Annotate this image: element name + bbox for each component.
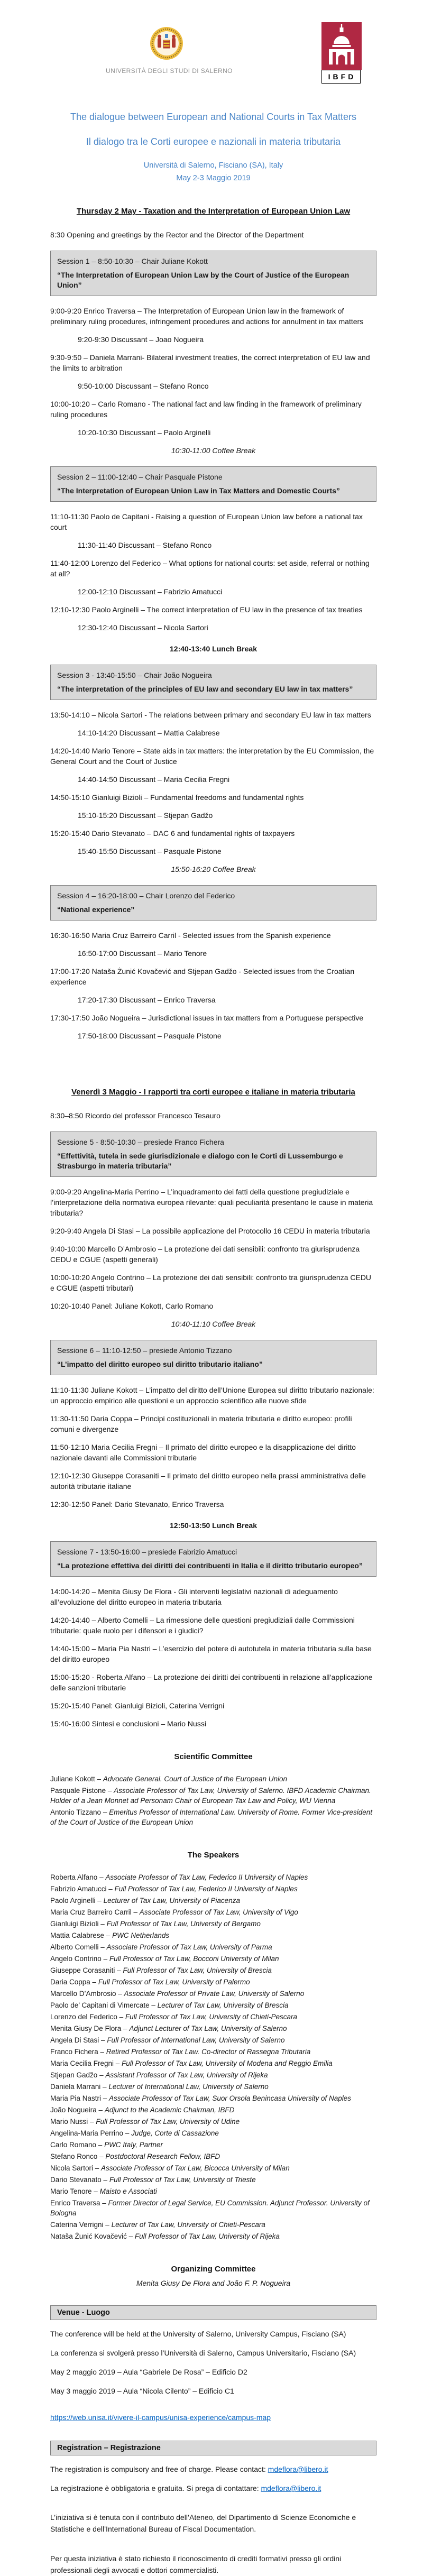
member-role: Lecturer of International Law, University of Salerno (108, 2083, 269, 2091)
member-row (50, 1954, 376, 1964)
registration-notes (50, 2511, 376, 2576)
member-name: Angelina-Maria Perrino – (50, 2129, 132, 2137)
schedule-item-talk: 11:10-11:30 Paolo de Capitani - Raising a question of European Union law before a national tax court (50, 512, 363, 531)
member-row (50, 2023, 376, 2034)
unisa-logo (106, 26, 233, 75)
member-role: Maisto e Associati (99, 2187, 157, 2195)
schedule-item-coffee: 15:50-16:20 Coffee Break (171, 865, 256, 873)
schedule-item-talk: 14:40-15:00 – Maria Pia Nastri – L’esercizio del potere di autotutela in materia tributaria sulla base del diritto europeo (50, 1644, 372, 1663)
member-name: Paolo Arginelli – (50, 1897, 104, 1905)
schedule-item-talk: 15:20-15:40 Dario Stevanato – DAC 6 and fundamental rights of taxpayers (50, 829, 295, 838)
organizing-committee-members: Menita Giusy De Flora and João F. P. Nogueira (136, 2279, 291, 2287)
session-quote: “The interpretation of the principles of EU law and secondary EU law in tax matters” (57, 685, 353, 693)
session-box (50, 1340, 376, 1375)
member-row (50, 1807, 376, 1827)
member-row (50, 2163, 376, 2173)
schedule-item-talk: 11:50-12:10 Maria Cecilia Fregni – Il primato del diritto europeo e la disapplicazione del diritto nazionale davanti alle Commissioni tributarie (50, 1443, 356, 1462)
ibfd-building-icon (321, 22, 362, 70)
day2-schedule (50, 1110, 376, 1729)
schedule-item-discussant: 9:50-10:00 Discussant – Stefano Ronco (78, 382, 209, 390)
ibfd-wordmark: IBFD (321, 70, 361, 84)
session-title: Sessione 6 – 11:10-12:50 – presiede Antonio Tizzano (57, 1346, 232, 1355)
member-role: Associate Professor of Tax Law, Bicocca University of Milan (101, 2164, 290, 2172)
session-quote: “La protezione effettiva dei diritti dei contribuenti in Italia e il diritto tributario europeo” (57, 1561, 363, 1570)
session-quote: “The Interpretation of European Union Law in Tax Matters and Domestic Courts” (57, 486, 340, 495)
member-role: Lecturer of Tax Law, University of Brescia (157, 2001, 289, 2009)
schedule-item-discussant: 15:40-15:50 Discussant – Pasquale Pistone (78, 847, 222, 855)
member-role: Associate Professor of Tax Law, University of Parma (106, 1943, 272, 1951)
schedule-item-discussant: 17:50-18:00 Discussant – Pasquale Pistone (78, 1032, 222, 1040)
venue-info-line: May 3 maggio 2019 – Aula “Nicola Cilento” – Edificio C1 (50, 2387, 234, 2395)
member-name: Caterina Verrigni – (50, 2221, 112, 2229)
scientific-committee-list (50, 1774, 376, 1827)
schedule-item-discussant: 14:40-14:50 Discussant – Maria Cecilia Fregni (78, 775, 230, 784)
member-role: Full Professor of Tax Law, Bocconi University of Milan (109, 1955, 279, 1963)
venue-info-line: May 2 maggio 2019 – Aula “Gabriele De Rosa” – Edificio D2 (50, 2368, 247, 2376)
member-role: Advocate General. Court of Justice of the European Union (103, 1775, 288, 1783)
member-name: João Nogueira – (50, 2106, 105, 2114)
member-name: Nataša Żunić Kovačević – (50, 2232, 135, 2240)
schedule-item-talk: 16:30-16:50 Maria Cruz Barreiro Carril - Selected issues from the Spanish experience (50, 931, 331, 940)
member-row (50, 2000, 376, 2010)
schedule-item-talk: 9:00-9:20 Enrico Traversa – The Interpretation of European Union law in the framework of preliminary ruling procedures, infringement procedures and actions for annulment in tax matters (50, 307, 364, 326)
member-row (50, 2231, 376, 2241)
schedule-item-talk: 14:20-14:40 – Alberto Comelli – La rimessione delle questioni pregiudiziali dalle Commissioni tributarie: quale ruolo per i difensori e i giudici? (50, 1616, 355, 1635)
schedule-item-discussant: 11:30-11:40 Discussant – Stefano Ronco (78, 541, 212, 549)
ibfd-logo (321, 22, 362, 84)
session-box (50, 885, 376, 921)
session-quote: “National experience” (57, 905, 135, 914)
member-name: Stjepan Gadžo – (50, 2071, 106, 2079)
speakers-list (50, 1872, 376, 2241)
schedule-item-open: 8:30 Opening and greetings by the Rector and the Director of the Department (50, 231, 304, 239)
member-name: Mario Tenore – (50, 2187, 100, 2195)
schedule-item-talk: 11:30-11:50 Daria Coppa – Principi costituzionali in materia tributaria e diritto europeo: profili comuni e divergenze (50, 1414, 352, 1433)
campus-map-link[interactable]: https://web.unisa.it/vivere-il-campus/unisa-experience/campus-map (50, 2413, 271, 2422)
speakers-heading: The Speakers (187, 1851, 240, 1860)
schedule-item-discussant: 16:50-17:00 Discussant – Mario Tenore (78, 949, 207, 958)
schedule-item-talk: 15:40-16:00 Sintesi e conclusioni – Mario Nussi (50, 1719, 206, 1728)
member-name: Angelo Contrino – (50, 1955, 109, 1963)
day1-schedule (50, 229, 376, 1041)
member-row (50, 1919, 376, 1929)
member-row (50, 1872, 376, 1882)
member-role: Full Professor of Tax Law, University of Modena and Reggio Emilia (122, 2059, 333, 2067)
member-row (50, 2070, 376, 2080)
schedule-item-lunch: 12:40-13:40 Lunch Break (170, 645, 257, 653)
member-row (50, 1965, 376, 1975)
schedule-item-talk: 10:00-10:20 – Carlo Romano - The national fact and law finding in the framework of preliminary ruling procedures (50, 400, 362, 419)
member-row (50, 2012, 376, 2022)
member-role: Full Professor of Tax Law, University of Brescia (123, 1966, 272, 1974)
member-role: Full Professor of Tax Law, University of Palermo (98, 1978, 250, 1986)
schedule-item-open: 8:30–8:50 Ricordo del professor Francesco Tesauro (50, 1111, 220, 1120)
member-row (50, 2082, 376, 2092)
header-logos (50, 22, 376, 94)
member-role: Associate Professor of Tax Law, Federico II University of Naples (105, 1873, 308, 1881)
session-title: Sessione 5 - 8:50-10:30 – presiede Franco Fichera (57, 1138, 224, 1146)
member-name: Stefano Ronco – (50, 2152, 106, 2160)
member-name: Giuseppe Corasaniti – (50, 1966, 123, 1974)
member-role: Retired Professor of Tax Law. Co-director of Rassegna Tributaria (106, 2048, 311, 2056)
schedule-item-discussant: 14:10-14:20 Discussant – Mattia Calabrese (78, 729, 220, 737)
session-quote: “L’impatto del diritto europeo sul diritto tributario italiano” (57, 1360, 263, 1368)
registration-contact-lines (50, 2464, 376, 2494)
member-role: Judge, Corte di Cassazione (131, 2129, 219, 2137)
schedule-item-talk: 17:30-17:50 João Nogueira – Jurisdictional issues in tax matters from a Portuguese perspective (50, 1014, 364, 1022)
registration-email-link[interactable]: mdeflora@libero.it (268, 2465, 328, 2473)
member-role: Full Professor of Tax Law, University of Trieste (109, 2176, 256, 2184)
member-role: PWC Netherlands (112, 1931, 170, 1939)
member-row (50, 1786, 376, 1806)
schedule-item-discussant: 9:20-9:30 Discussant – Joao Nogueira (78, 335, 204, 344)
venue-header-bar: Venue - Luogo (50, 2305, 376, 2320)
registration-note: L’iniziativa si è tenuta con il contributo dell’Ateneo, del Dipartimento di Scienze Economiche e Statistiche e dell’International Bureau of Fiscal Documentation. (50, 2513, 356, 2533)
schedule-item-talk: 9:40-10:00 Marcello D’Ambrosio – La protezione dei dati sensibili: confronto tra giurisprudenza CEDU e CGUE (aspetti generali) (50, 1245, 360, 1264)
member-row (50, 1884, 376, 1894)
member-name: Maria Cecilia Fregni – (50, 2059, 122, 2067)
member-name: Enrico Traversa – (50, 2199, 108, 2207)
member-row (50, 2140, 376, 2150)
member-name: Maria Cruz Barreiro Carril – (50, 1908, 140, 1916)
member-row (50, 1774, 376, 1784)
conference-title-it: Il dialogo tra le Corti europee e nazionali in materia tributaria (86, 136, 341, 147)
member-role: Adjunct Lecturer of Tax Law, University of Salerno (129, 2025, 287, 2032)
registration-contact-line: The registration is compulsory and free of charge. Please contact: mdeflora@libero.it (50, 2465, 328, 2473)
session-quote: “The Interpretation of European Union Law by the Court of Justice of the European Union” (57, 271, 350, 289)
schedule-item-talk: 13:50-14:10 – Nicola Sartori - The relations between primary and secondary EU law in tax matters (50, 711, 371, 719)
member-name: Pasquale Pistone – (50, 1787, 114, 1795)
session-quote: “Effettività, tutela in sede giurisdizionale e dialogo con le Corti di Lussemburgo e Strasburgo in materia tributaria” (57, 1152, 343, 1170)
registration-email-link[interactable]: mdeflora@libero.it (261, 2484, 321, 2492)
member-name: Franco Fichera – (50, 2048, 106, 2056)
schedule-item-lunch: 12:50-13:50 Lunch Break (170, 1521, 257, 1530)
venue-info-line: The conference will be held at the University of Salerno, University Campus, Fisciano (SA) (50, 2330, 346, 2338)
schedule-item-talk: 15:20-15:40 Panel: Gianluigi Bizioli, Caterina Verrigni (50, 1701, 225, 1710)
member-row (50, 1907, 376, 1917)
member-role: Postdoctoral Research Fellow, IBFD (105, 2152, 220, 2160)
member-row (50, 2035, 376, 2045)
member-role: Full Professor of International Law, University of Salerno (107, 2036, 285, 2044)
registration-header-bar: Registration – Registrazione (50, 2441, 376, 2455)
session-title: Session 4 – 16:20-18:00 – Chair Lorenzo del Federico (57, 891, 235, 900)
member-row (50, 1896, 376, 1906)
schedule-item-talk: 12:10-12:30 Paolo Arginelli – The correct interpretation of EU law in the presence of tax treaties (50, 605, 363, 614)
session-title: Sessione 7 - 13:50-16:00 – presiede Fabrizio Amatucci (57, 1548, 237, 1556)
session-box (50, 665, 376, 700)
member-role: Full Professor of Tax Law, University of Chieti-Pescara (125, 2013, 297, 2021)
member-role: Associate Professor of Tax Law, Suor Orsola Benincasa University of Naples (109, 2094, 352, 2102)
schedule-item-talk: 14:20-14:40 Mario Tenore – State aids in tax matters: the interpretation by the EU Commission, the General Court and the Court of Justice (50, 747, 374, 766)
scientific-committee-heading: Scientific Committee (174, 1752, 253, 1761)
schedule-item-talk: 9:30-9:50 – Daniela Marrani- Bilateral investment treaties, the correct interpretation of EU law and the limits to arbitration (50, 353, 370, 372)
member-role: Associate Professor of Tax Law, University of Vigo (139, 1908, 298, 1916)
venue-lines (50, 2329, 376, 2396)
schedule-item-coffee: 10:30-11:00 Coffee Break (171, 446, 256, 455)
member-role: Full Professor of Tax Law, University of Bergamo (106, 1920, 261, 1928)
day1-heading: Thursday 2 May - Taxation and the Interpretation of European Union Law (76, 207, 351, 216)
schedule-item-talk: 9:00-9:20 Angelina-Maria Perrino – L’inquadramento dei fatti della questione pregiudiziale e l’interpretazione della normativa europea rilevante: quali peculiarità presentano le cause in materia tributaria? (50, 1188, 373, 1217)
member-role: Associate Professor of Private Law, University of Salerno (124, 1990, 305, 1998)
registration-note: Per questa iniziativa è stato richiesto il riconoscimento di crediti formativi presso gli ordini professionali degli avvocati e dottori commercialisti. (50, 2554, 342, 2574)
member-role: Full Professor of Tax Law, University of Udine (96, 2118, 240, 2126)
schedule-item-coffee: 10:40-11:10 Coffee Break (171, 1320, 256, 1328)
session-title: Session 1 – 8:50-10:30 – Chair Juliane Kokott (57, 257, 208, 265)
member-role: Full Professor of Tax Law, Federico II University of Naples (114, 1885, 298, 1893)
member-role: Full Professor of Tax Law, University of Rijeka (134, 2232, 280, 2240)
conference-venue-line: Università di Salerno, Fisciano (SA), Italy (143, 161, 283, 170)
schedule-item-talk: 12:30-12:50 Panel: Dario Stevanato, Enrico Traversa (50, 1500, 224, 1508)
schedule-item-talk: 14:50-15:10 Gianluigi Bizioli – Fundamental freedoms and fundamental rights (50, 793, 304, 802)
schedule-item-talk: 14:00-14:20 – Menita Giusy De Flora - Gli interventi legislativi nazionali di adeguamento all’evoluzione del diritto europeo in materia tributaria (50, 1587, 338, 1606)
organizing-committee-heading: Organizing Committee (171, 2265, 256, 2274)
member-row (50, 1942, 376, 1952)
member-role: Emeritus Professor of International Law. University of Rome. Former Vice-president of the Court of Justice of the European Union (50, 1808, 373, 1826)
member-name: Mario Nussi – (50, 2118, 96, 2126)
member-name: Mattia Calabrese – (50, 1931, 113, 1939)
session-box (50, 1541, 376, 1577)
schedule-item-talk: 12:10-12:30 Giuseppe Corasaniti – Il primato del diritto europeo nella prassi amministrativa delle autorità tributarie italiane (50, 1471, 366, 1491)
schedule-item-discussant: 10:20-10:30 Discussant – Paolo Arginelli (78, 428, 211, 437)
member-name: Paolo de’ Capitani di Vimercate – (50, 2001, 158, 2009)
member-name: Roberta Alfano – (50, 1873, 106, 1881)
member-name: Antonio Tizzano – (50, 1808, 109, 1816)
schedule-item-talk: 11:10-11:30 Juliane Kokott – L’impatto del diritto dell’Unione Europea sul diritto tributario nazionale: un approccio empirico alle questioni e un approccio scientifico alle nuove sfide (50, 1386, 374, 1405)
session-box (50, 466, 376, 502)
member-role: Assistant Professor of Tax Law, University of Rijeka (105, 2071, 268, 2079)
conference-title-en: The dialogue between European and National Courts in Tax Matters (70, 112, 356, 122)
venue-link-line (50, 2412, 376, 2423)
schedule-item-talk: 10:00-10:20 Angelo Contrino – La protezione dei dati sensibili: confronto tra giurisprudenza CEDU e CGUE (aspetti tributari) (50, 1273, 372, 1292)
schedule-item-talk: 11:40-12:00 Lorenzo del Federico – What options for national courts: set aside, referral or nothing at all? (50, 559, 370, 578)
member-row (50, 2220, 376, 2230)
member-role: Lecturer of Tax Law, University of Piacenza (103, 1897, 240, 1905)
member-role: Lecturer of Tax Law, University of Chieti-Pescara (111, 2221, 265, 2229)
member-name: Fabrizio Amatucci – (50, 1885, 115, 1893)
member-row (50, 2105, 376, 2115)
session-title: Session 3 - 13:40-15:50 – Chair João Nogueira (57, 671, 212, 679)
schedule-item-discussant: 12:00-12:10 Discussant – Fabrizio Amatucci (78, 587, 223, 596)
member-role: Former Director of Legal Service, EU Commission. Adjunct Professor. University of Bologna (50, 2199, 370, 2217)
member-role: Adjunct to the Academic Chairman, IBFD (104, 2106, 235, 2114)
schedule-item-talk: 10:20-10:40 Panel: Juliane Kokott, Carlo Romano (50, 1302, 214, 1310)
schedule-item-discussant: 15:10-15:20 Discussant – Stjepan Gadžo (78, 811, 213, 820)
member-row (50, 1930, 376, 1940)
schedule-item-talk: 9:20-9:40 Angela Di Stasi – La possibile applicazione del Protocollo 16 CEDU in materia tributaria (50, 1227, 370, 1235)
member-row (50, 2186, 376, 2196)
member-name: Nicola Sartori – (50, 2164, 102, 2172)
member-name: Maria Pia Nastri – (50, 2094, 109, 2102)
member-row (50, 2128, 376, 2138)
member-name: Marcello D’Ambrosio – (50, 1990, 124, 1998)
member-name: Menita Giusy De Flora – (50, 2025, 130, 2032)
day2-heading: Venerdì 3 Maggio - I rapporti tra corti europee e italiane in materia tributaria (71, 1088, 355, 1097)
schedule-item-talk: 15:00-15:20 - Roberta Alfano – La protezione dei diritti dei contribuenti in relazione all’applicazione delle sanzioni tributarie (50, 1673, 373, 1692)
member-name: Daniela Marrani – (50, 2083, 109, 2091)
member-row (50, 2198, 376, 2218)
member-row (50, 2093, 376, 2103)
unisa-seal-icon (150, 53, 183, 62)
member-name: Alberto Comelli – (50, 1943, 107, 1951)
member-row (50, 2151, 376, 2161)
member-name: Carlo Romano – (50, 2141, 105, 2149)
schedule-item-discussant: 17:20-17:30 Discussant – Enrico Traversa (78, 996, 216, 1004)
title-block (50, 112, 376, 182)
conference-dates-line: May 2-3 Maggio 2019 (176, 174, 251, 182)
schedule-item-talk: 17:00-17:20 Nataša Żunić Kovačević and Stjepan Gadžo - Selected issues from the Croatian experience (50, 967, 355, 986)
session-box (50, 1131, 376, 1177)
session-title: Session 2 – 11:00-12:40 – Chair Pasquale Pistone (57, 473, 223, 481)
unisa-caption: UNIVERSITÀ DEGLI STUDI DI SALERNO (106, 67, 233, 75)
registration-contact-line: La registrazione è obbligatoria e gratuita. Si prega di contattare: mdeflora@libero.it (50, 2484, 321, 2492)
member-role: Associate Professor of Tax Law, University of Salerno. IBFD Academic Chairman. Holder of a Jean Monnet ad Personam Chair of European Tax Law and Policy, WU Vienna (50, 1787, 371, 1805)
member-name: Dario Stevanato – (50, 2176, 109, 2184)
member-row (50, 2117, 376, 2127)
member-row (50, 1977, 376, 1987)
member-role: PWC Italy, Partner (104, 2141, 163, 2149)
session-box (50, 251, 376, 296)
member-name: Lorenzo del Federico – (50, 2013, 125, 2021)
member-row (50, 2058, 376, 2068)
member-row (50, 2175, 376, 2185)
member-name: Juliane Kokott – (50, 1775, 103, 1783)
member-row (50, 1989, 376, 1999)
venue-info-line: La conferenza si svolgerà presso l’Università di Salerno, Campus Universitario, Fisciano (SA) (50, 2349, 356, 2357)
member-row (50, 2047, 376, 2057)
schedule-item-discussant: 12:30-12:40 Discussant – Nicola Sartori (78, 623, 208, 632)
member-name: Daria Coppa – (50, 1978, 98, 1986)
member-name: Angela Di Stasi – (50, 2036, 107, 2044)
member-name: Gianluigi Bizioli – (50, 1920, 107, 1928)
